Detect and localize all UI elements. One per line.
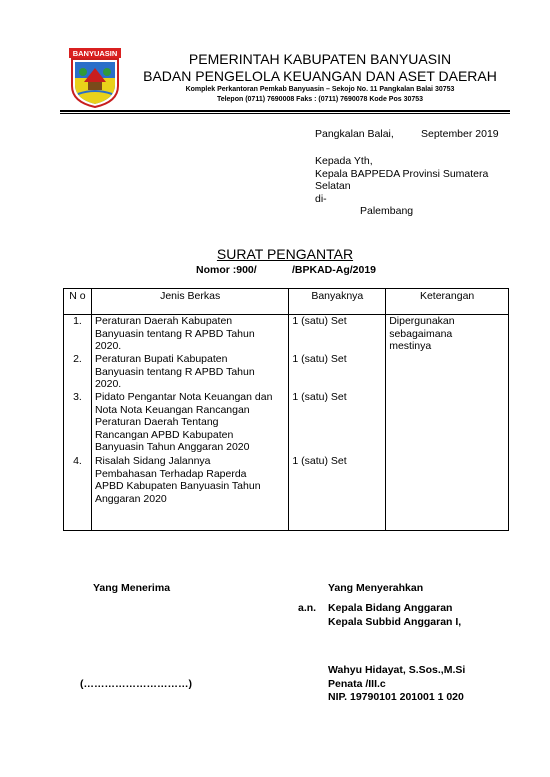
recipient-greeting: Kepada Yth,: [315, 155, 373, 167]
row-jenis-line: Peraturan Daerah Kabupaten: [94, 315, 233, 327]
giver-rank: Penata /III.c: [328, 678, 386, 690]
document-number-suffix: /BPKAD-Ag/2019: [292, 264, 377, 276]
row-jenis-line: Banyuasin Tahun Anggaran 2020: [94, 441, 250, 454]
row-jenis-line: Peraturan Bupati Kabupaten: [94, 353, 228, 365]
letterhead-divider-thin: [60, 113, 510, 114]
row-banyak: 1 (satu) Set: [292, 353, 347, 365]
row-jenis-line: Nota Nota Keuangan Rancangan: [94, 403, 250, 416]
keterangan-column: [386, 315, 509, 531]
letterhead-contact: Telepon (0711) 7690008 Faks : (0711) 7690078 Kode Pos 30753: [216, 96, 424, 103]
recipient-city: Palembang: [360, 205, 414, 218]
row-number: 4.: [73, 455, 82, 467]
row-jenis-line: Anggaran 2020: [94, 492, 167, 505]
jenis-column: [91, 315, 288, 531]
place: Pangkalan Balai,: [315, 128, 394, 140]
row-jenis-line: 2020.: [94, 378, 122, 391]
date: September 2019: [421, 128, 499, 140]
document-title: SURAT PENGANTAR: [216, 246, 354, 262]
row-banyak: 1 (satu) Set: [292, 315, 347, 327]
recipient-name-cont: Selatan: [315, 180, 351, 193]
giver-an: a.n.: [298, 602, 317, 614]
keterangan-line: Dipergunakan: [389, 315, 455, 327]
document-table: [63, 288, 509, 531]
row-jenis-line: 2020.: [94, 340, 122, 353]
row-banyak: 1 (satu) Set: [292, 455, 347, 467]
keterangan-line: mestinya: [389, 340, 432, 353]
row-number: 3.: [73, 391, 82, 403]
logo-banner-text: BANYUASIN: [72, 49, 118, 58]
row-banyak: 1 (satu) Set: [292, 391, 347, 403]
letterhead-divider: [60, 110, 510, 112]
row-jenis-line: Risalah Sidang Jalannya: [94, 455, 211, 467]
row-jenis: [95, 455, 285, 505]
row-jenis-line: APBD Kabupaten Banyuasin Tahun: [94, 480, 261, 493]
giver-title-2: Kepala Subbid Anggaran I,: [328, 616, 462, 628]
receiver-signature-blank: (…………………………): [80, 678, 192, 690]
row-jenis: [95, 315, 285, 353]
col-header-no-text: N o: [69, 290, 86, 302]
col-header-ket: Keterangan: [386, 289, 509, 315]
letterhead-address: Komplek Perkantoran Pemkab Banyuasin – Sekojo No. 11 Pangkalan Balai 30753: [185, 86, 455, 93]
giver-title-1: Kepala Bidang Anggaran: [328, 602, 453, 614]
row-jenis: [95, 391, 285, 455]
recipient-name: Kepala BAPPEDA Provinsi Sumatera: [315, 167, 489, 180]
row-jenis-line: Pidato Pengantar Nota Keuangan dan: [94, 391, 273, 403]
giver-name: Wahyu Hidayat, S.Sos.,M.Si: [328, 664, 466, 676]
letterhead-government: PEMERINTAH KABUPATEN BANYUASIN: [188, 51, 452, 67]
row-jenis-line: Banyuasin tentang R APBD Tahun: [94, 327, 255, 340]
letterhead-agency: BADAN PENGELOLA KEUANGAN DAN ASET DAERAH: [143, 68, 497, 84]
recipient-di: di-: [315, 192, 327, 205]
col-header-jenis: Jenis Berkas: [91, 289, 288, 315]
row-number: 2.: [73, 353, 82, 365]
col-header-no: [64, 289, 92, 315]
receiver-label: Yang Menerima: [93, 582, 171, 594]
keterangan-line: sebagaimana: [389, 327, 453, 340]
col-header-banyak: Banyaknya: [289, 289, 386, 315]
numbers-column: [64, 315, 92, 531]
document-number-label: Nomor :900/: [196, 264, 257, 276]
row-jenis: [95, 353, 285, 391]
row-number: 1.: [73, 315, 82, 327]
row-jenis-line: Pembahasan Terhadap Raperda: [94, 467, 247, 480]
giver-nip: NIP. 19790101 201001 1 020: [328, 691, 464, 703]
giver-label: Yang Menyerahkan: [328, 582, 424, 594]
row-jenis-line: Banyuasin tentang R APBD Tahun: [94, 365, 255, 378]
row-jenis-line: Peraturan Daerah Tentang: [94, 416, 219, 429]
recipient-block: [315, 155, 488, 218]
row-jenis-line: Rancangan APBD Kabupaten: [94, 428, 234, 441]
banyak-column: [289, 315, 386, 531]
